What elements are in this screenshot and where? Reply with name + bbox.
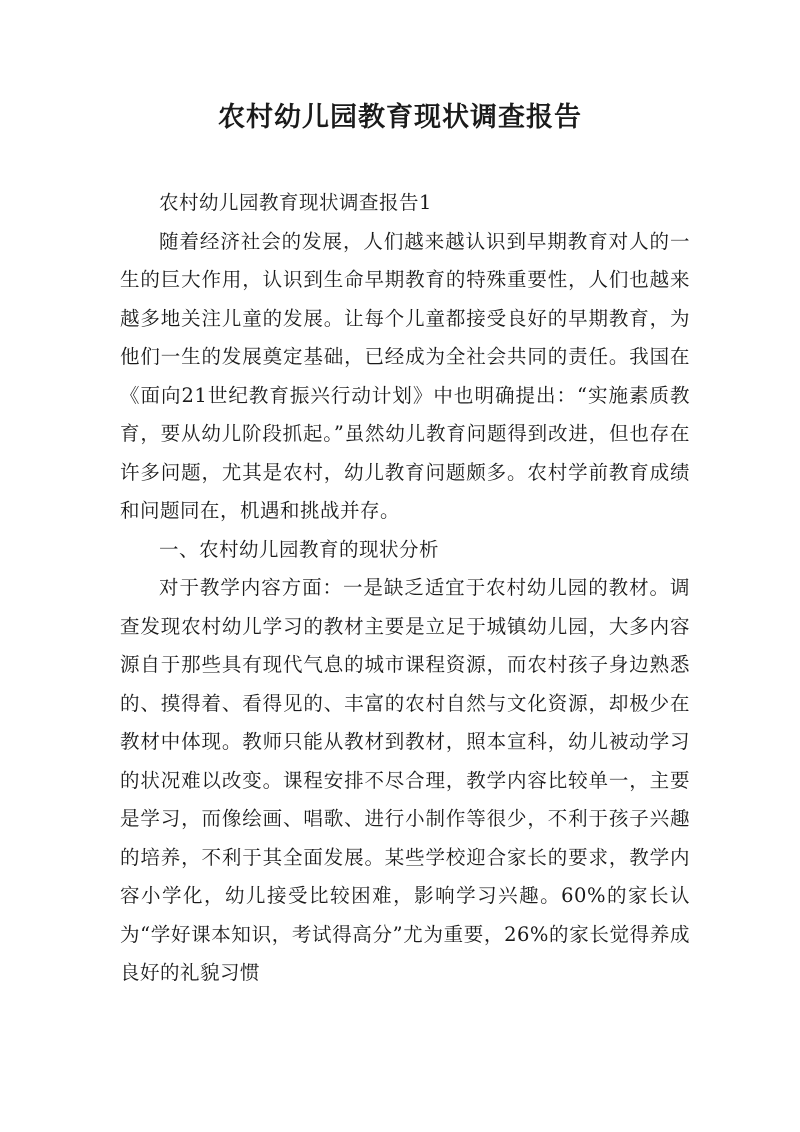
document-title: 农村幼儿园教育现状调查报告 — [218, 102, 582, 133]
paragraph-intro: 随着经济社会的发展，人们越来越认识到早期教育对人的一生的巨大作用，认识到生命早期教育的特殊重要性，人们也越来越多地关注儿童的发展。让每个儿童都接受良好的早期教育，为他们一生的发展奠定基础，已经成为全社会共同的责任。我国在《面向21世纪教育振兴行动计划》中也明确提出：“实施素质教育，要从幼儿阶段抓起。”虽然幼儿教育问题得到改进，但也存在许多问题，尤其是农村，幼儿教育问题颇多。农村学前教育成绩和问题同在，机遇和挑战并存。 — [120, 229, 690, 522]
section-heading: 一、农村幼儿园教育的现状分析 — [159, 537, 440, 561]
report-subtitle: 农村幼儿园教育现状调查报告1 — [159, 191, 432, 214]
document-body — [120, 184, 690, 993]
paragraph-teaching-content: 对于教学内容方面：一是缺乏适宜于农村幼儿园的教材。调查发现农村幼儿学习的教材主要是立足于城镇幼儿园，大多内容源自于那些具有现代气息的城市课程资源，而农村孩子身边熟悉的、摸得着、看得见的、丰富的农村自然与文化资源，却极少在教材中体现。教师只能从教材到教材，照本宣科，幼儿被动学习的状况难以改变。课程安排不尽合理，教学内容比较单一，主要是学习，而像绘画、唱歌、进行小制作等很少，不利于孩子兴趣的培养，不利于其全面发展。某些学校迎合家长的要求，教学内容小学化，幼儿接受比较困难，影响学习兴趣。60%的家长认为“学好课本知识，考试得高分”尤为重要，26%的家长觉得养成良好的礼貌习惯 — [120, 576, 690, 984]
